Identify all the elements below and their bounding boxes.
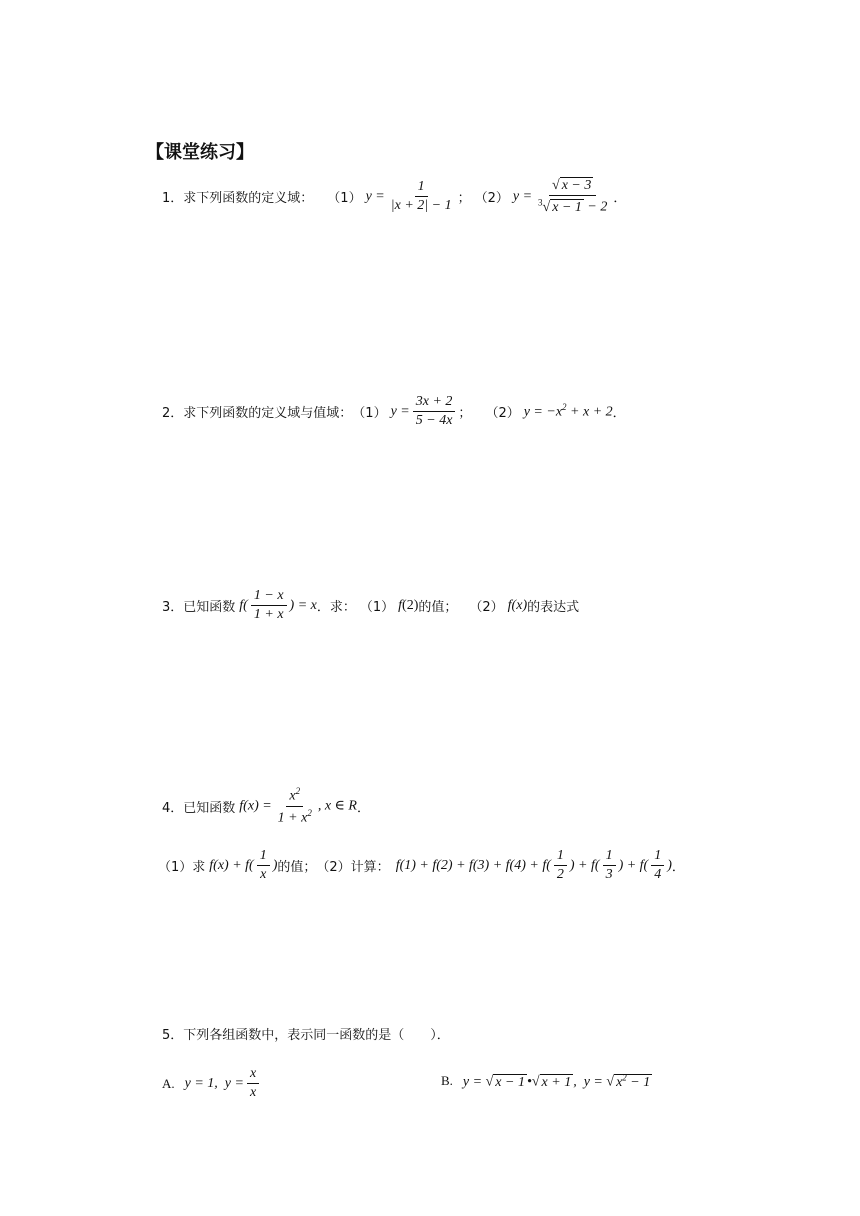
question-stem: 下列各组函数中，表示同一函数的是（ ）． xyxy=(183,1028,450,1043)
question-2 xyxy=(162,394,626,429)
option-label: B. xyxy=(441,1073,453,1089)
formula-f2-arg: (2) xyxy=(402,597,419,613)
question-stem: 求下列函数的定义域： xyxy=(183,191,314,207)
part-text: 的值； xyxy=(418,600,458,616)
question-number: 2． xyxy=(162,406,184,422)
formula-q1-2: y = $\frac{√ x - 3}{^3√ x - 1 - 2}$ xyxy=(512,178,608,215)
section-title: 【课堂练习】 xyxy=(146,142,254,163)
period: ． xyxy=(613,191,627,207)
formula-fx: f(x) xyxy=(507,597,528,613)
question-number: 3． xyxy=(162,600,184,616)
period: ． xyxy=(612,406,626,422)
question-4 xyxy=(162,786,370,827)
question-number: 5． xyxy=(162,1028,184,1043)
question-stem: 求下列函数的定义域与值域： xyxy=(183,406,353,422)
part-label: （1） xyxy=(352,406,387,422)
question-4-parts xyxy=(158,848,685,883)
question-stem-end: ．求： xyxy=(316,600,356,616)
formula-q4-1: f(x) + f( $\frac{1}{x}$ ) xyxy=(209,848,278,883)
part-label: （2） xyxy=(469,600,504,616)
part-label: （2）计算： xyxy=(316,860,390,876)
formula-q1-1: y = $\frac{1}{|x + 2| - 1}$ xyxy=(365,179,452,214)
question-number: 4． xyxy=(162,800,184,816)
formula-f2: f xyxy=(398,597,403,613)
option-label: A. xyxy=(162,1075,175,1091)
part-text: 的值； xyxy=(277,860,317,876)
question-number: 1． xyxy=(162,191,184,207)
period: ． xyxy=(671,860,685,876)
formula-option-a: y = 1, y = $\frac{x}{x}$ xyxy=(185,1066,263,1101)
option-a xyxy=(162,1066,262,1101)
part-label: （2） xyxy=(474,191,509,207)
period: ． xyxy=(356,800,370,816)
option-b xyxy=(441,1072,652,1091)
formula-q2-2: $y = -x^2 + x + 2$ xyxy=(523,402,613,420)
question-stem: 已知函数 xyxy=(183,800,236,816)
part-label: （2） xyxy=(485,406,520,422)
formula-q3: f( $\frac{1 - x}{1 + x}$ ) = x xyxy=(239,588,317,623)
separator: ； xyxy=(458,406,472,422)
formula-q2-1: y = $\frac{3x + 2}{5 - 4x}$ xyxy=(391,394,459,429)
part-label: （1）求 xyxy=(158,860,206,876)
part-text: 的表达式 xyxy=(527,600,580,616)
separator: ； xyxy=(457,191,471,207)
part-label: （1） xyxy=(327,191,362,207)
question-3 xyxy=(162,588,579,623)
question-5 xyxy=(162,1024,450,1043)
formula-option-b: y = √ x − 1 •√ x + 1 , y = √ $x^2 - 1$ xyxy=(462,1072,651,1090)
formula-q4-2: f(1) + f(2) + f(3) + f(4) + f( $\frac{1}{2}$ ) + f( $\frac{1}{3}$ ) + f( $\frac{1}{4}$ ) xyxy=(395,848,672,883)
formula-q4: f(x) = $\frac{x^2}{1 + x^2}$ , x ∈ R xyxy=(239,786,357,826)
question-stem: 已知函数 xyxy=(183,600,236,616)
part-label: （1） xyxy=(359,600,395,616)
question-1 xyxy=(162,178,626,216)
